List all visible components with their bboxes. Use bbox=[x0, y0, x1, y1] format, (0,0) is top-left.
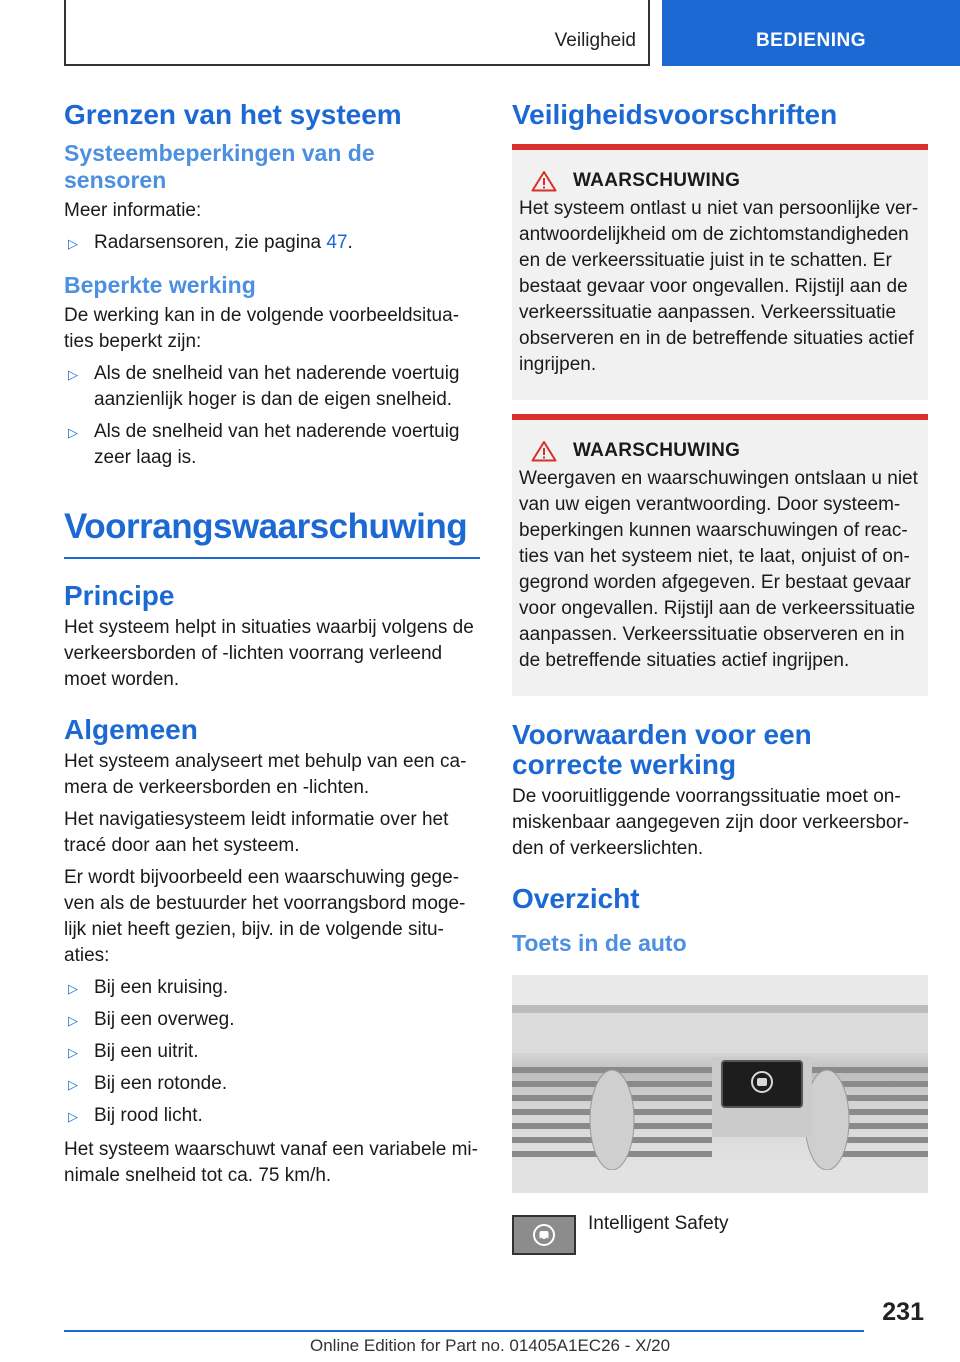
bullet-triangle-icon: ▷ bbox=[68, 236, 78, 251]
general-paragraph-1: Het systeem analyseert met behulp van een camera de verkeersborden en -lichten. bbox=[64, 751, 467, 798]
page-reference-link[interactable]: 47 bbox=[326, 232, 348, 253]
heading-limited-function: Beperkte werking bbox=[64, 272, 256, 298]
footer-edition-text: Online Edition for Part no. 01405A1EC26 - X/20 bbox=[310, 1336, 671, 1355]
chapter-title: Voorrangswaarschuwing bbox=[64, 507, 480, 559]
bullet-triangle-icon: ▷ bbox=[68, 981, 78, 996]
sensor-ref-list bbox=[64, 230, 480, 256]
heading-conditions: Voorwaarden voor een correcte werking bbox=[512, 719, 812, 780]
heading-system-limits: Grenzen van het systeem bbox=[64, 99, 402, 130]
heading-overview: Overzicht bbox=[512, 883, 640, 914]
header-chapter-tab[interactable]: BEDIENING bbox=[662, 0, 960, 66]
heading-button-in-car: Toets in de auto bbox=[512, 930, 687, 956]
dashboard-vents-illustration bbox=[512, 975, 928, 1193]
heading-sensor-limits: Systeembeperkingen van de sensoren bbox=[64, 140, 375, 193]
intelligent-safety-icon bbox=[531, 1222, 557, 1248]
warning-header: WAARSCHUWING bbox=[519, 440, 922, 462]
more-info-text: Meer informatie: bbox=[64, 200, 202, 221]
header-section-title: Veiligheid bbox=[554, 30, 636, 51]
heading-general: Algemeen bbox=[64, 714, 198, 745]
warning-text-2: Weergaven en waarschuwingen ontslaan u niet van uw eigen verantwoording. Door systeembeperkingen kunnen waarschuwingen of reacties van het systeem niet, te laat, onjuist of ongegrond worden afgegeven. Er bestaat gevaar voor ongevallen. Rijstijl aan de verkeerssituatie aanpassen. Verkeerssituatie observeren en in de betreffende situaties actief ingrijpen. bbox=[519, 468, 918, 671]
warning-triangle-icon bbox=[531, 170, 557, 192]
warning-triangle-icon bbox=[531, 440, 557, 462]
right-column bbox=[512, 100, 928, 1255]
warning-box-2 bbox=[512, 414, 928, 696]
general-paragraph-3: Er wordt bijvoorbeeld een waarschuwing gegeven als de bestuurder het voorrangsbord mogelijk niet heeft gezien, bijv. in de volgende situaties: bbox=[64, 867, 466, 966]
intelligent-safety-label: Intelligent Safety bbox=[588, 1213, 729, 1234]
list-item: ▷ Bij een rotonde. bbox=[64, 1071, 480, 1097]
intelligent-safety-button[interactable] bbox=[512, 1215, 576, 1255]
warning-box-1 bbox=[512, 144, 928, 400]
bullet-triangle-icon: ▷ bbox=[68, 1109, 78, 1124]
warning-header: WAARSCHUWING bbox=[519, 170, 922, 192]
header-frame bbox=[64, 0, 650, 66]
page-number: 231 bbox=[882, 1298, 924, 1326]
list-item: ▷ Bij rood licht. bbox=[64, 1103, 480, 1129]
list-item: ▷ Radarsensoren, zie pagina 47. bbox=[64, 230, 480, 256]
warning-text-1: Het systeem ontlast u niet van persoonlijke verantwoordelijkheid om de zichtomstandigheden en de verkeerssituatie juist in te schatten. Er bestaat gevaar voor ongevallen. Rijstijl aan de verkeerssituatie aanpassen. Verkeerssituatie observeren en in de betreffende situaties actief ingrijpen. bbox=[519, 198, 919, 375]
principle-text: Het systeem helpt in situaties waarbij volgens de verkeersborden of -lichten voorrang verleend moet worden. bbox=[64, 617, 474, 690]
footer-divider bbox=[64, 1330, 864, 1332]
general-paragraph-4: Het systeem waarschuwt vanaf een variabele minimale snelheid tot ca. 75 km/h. bbox=[64, 1139, 478, 1186]
button-legend-row bbox=[512, 1215, 928, 1255]
conditions-text: De vooruitliggende voorrangssituatie moet onmiskenbaar aangegeven zijn door verkeersborden of verkeerslichten. bbox=[512, 786, 910, 859]
heading-safety: Veiligheidsvoorschriften bbox=[512, 99, 838, 130]
situations-list bbox=[64, 975, 480, 1129]
bullet-triangle-icon: ▷ bbox=[68, 1045, 78, 1060]
list-item: ▷ Als de snelheid van het naderende voertuig aanzienlijk hoger is dan de eigen snelheid. bbox=[68, 363, 460, 410]
list-item: ▷ Bij een uitrit. bbox=[64, 1039, 480, 1065]
bullet-triangle-icon: ▷ bbox=[68, 425, 78, 440]
limited-intro-text: De werking kan in de volgende voorbeeldsituaties beperkt zijn: bbox=[64, 305, 460, 352]
bullet-triangle-icon: ▷ bbox=[68, 1077, 78, 1092]
list-item: ▷ Als de snelheid van het naderende voertuig zeer laag is. bbox=[68, 421, 460, 468]
bullet-triangle-icon: ▷ bbox=[68, 1013, 78, 1028]
list-item: ▷ Bij een overweg. bbox=[64, 1007, 480, 1033]
list-item: ▷ Bij een kruising. bbox=[64, 975, 480, 1001]
car-button-photo bbox=[512, 975, 928, 1193]
left-column bbox=[64, 100, 480, 1195]
general-paragraph-2: Het navigatiesysteem leidt informatie over het tracé door aan het systeem. bbox=[64, 809, 449, 856]
limited-list bbox=[64, 361, 480, 471]
bullet-triangle-icon: ▷ bbox=[68, 367, 78, 382]
heading-principle: Principe bbox=[64, 580, 175, 611]
